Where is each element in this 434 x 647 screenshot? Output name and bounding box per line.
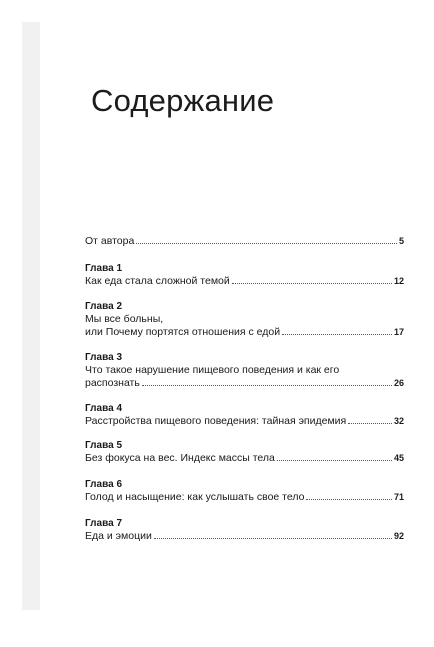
chapter-label: Глава 3 <box>85 352 123 363</box>
toc-line <box>85 415 404 428</box>
page-number: 45 <box>393 453 404 463</box>
toc-entry-title: Еда и эмоции <box>85 530 152 542</box>
chapter-label: Глава 1 <box>85 263 123 274</box>
page-number: 26 <box>393 378 404 388</box>
dot-leader <box>348 423 392 424</box>
toc-line <box>85 326 404 339</box>
toc-entry-chapter-2[interactable] <box>85 300 404 339</box>
toc-entry-title-line-1: Что такое нарушение пищевого поведения и как его <box>85 364 340 376</box>
toc-entry-chapter-5[interactable] <box>85 439 404 465</box>
toc-entry-title: Голод и насыщение: как услышать свое тело <box>85 491 305 503</box>
toc-entry-chapter-6[interactable] <box>85 478 404 504</box>
toc-entry-title-line-2: или Почему портятся отношения с едой <box>85 326 281 338</box>
page-number: 71 <box>393 492 404 502</box>
toc-entry-title: Как еда стала сложной темой <box>85 275 230 287</box>
dot-leader <box>136 243 397 244</box>
chapter-label: Глава 2 <box>85 301 123 312</box>
toc-entry-chapter-1[interactable] <box>85 262 404 288</box>
dot-leader <box>232 283 392 284</box>
dot-leader <box>277 460 392 461</box>
book-spine-margin <box>0 0 22 647</box>
chapter-label: Глава 4 <box>85 403 123 414</box>
toc-entry-chapter-4[interactable] <box>85 402 404 428</box>
chapter-label: Глава 7 <box>85 518 123 529</box>
toc-entry-title: Расстройства пищевого поведения: тайная эпидемия <box>85 415 347 427</box>
dot-leader <box>282 334 392 335</box>
toc-entry-title-line-1: Мы все больны, <box>85 313 164 325</box>
dot-leader <box>154 538 392 539</box>
page-number: 92 <box>393 531 404 541</box>
toc-entry-title: От автора <box>85 235 135 247</box>
toc-line <box>85 452 404 465</box>
page-number: 32 <box>393 416 404 426</box>
toc-line <box>85 275 404 288</box>
chapter-label: Глава 5 <box>85 440 123 451</box>
dot-leader <box>142 385 392 386</box>
toc-line <box>85 377 404 390</box>
page-number: 12 <box>393 276 404 286</box>
toc-entry-title-line-2: распознать <box>85 377 140 389</box>
page-number: 5 <box>398 236 404 246</box>
toc-line <box>85 235 404 248</box>
page-title: Содержание <box>91 83 275 118</box>
toc-entry-chapter-3[interactable] <box>85 351 404 390</box>
page-edge-shadow <box>22 22 40 610</box>
dot-leader <box>306 499 392 500</box>
toc-line <box>85 530 404 543</box>
toc-line <box>85 491 404 504</box>
toc-entry-chapter-7[interactable] <box>85 517 404 543</box>
page-number: 17 <box>393 327 404 337</box>
toc-entry-intro[interactable] <box>85 235 404 248</box>
chapter-label: Глава 6 <box>85 479 123 490</box>
toc-entry-title: Без фокуса на вес. Индекс массы тела <box>85 452 275 464</box>
